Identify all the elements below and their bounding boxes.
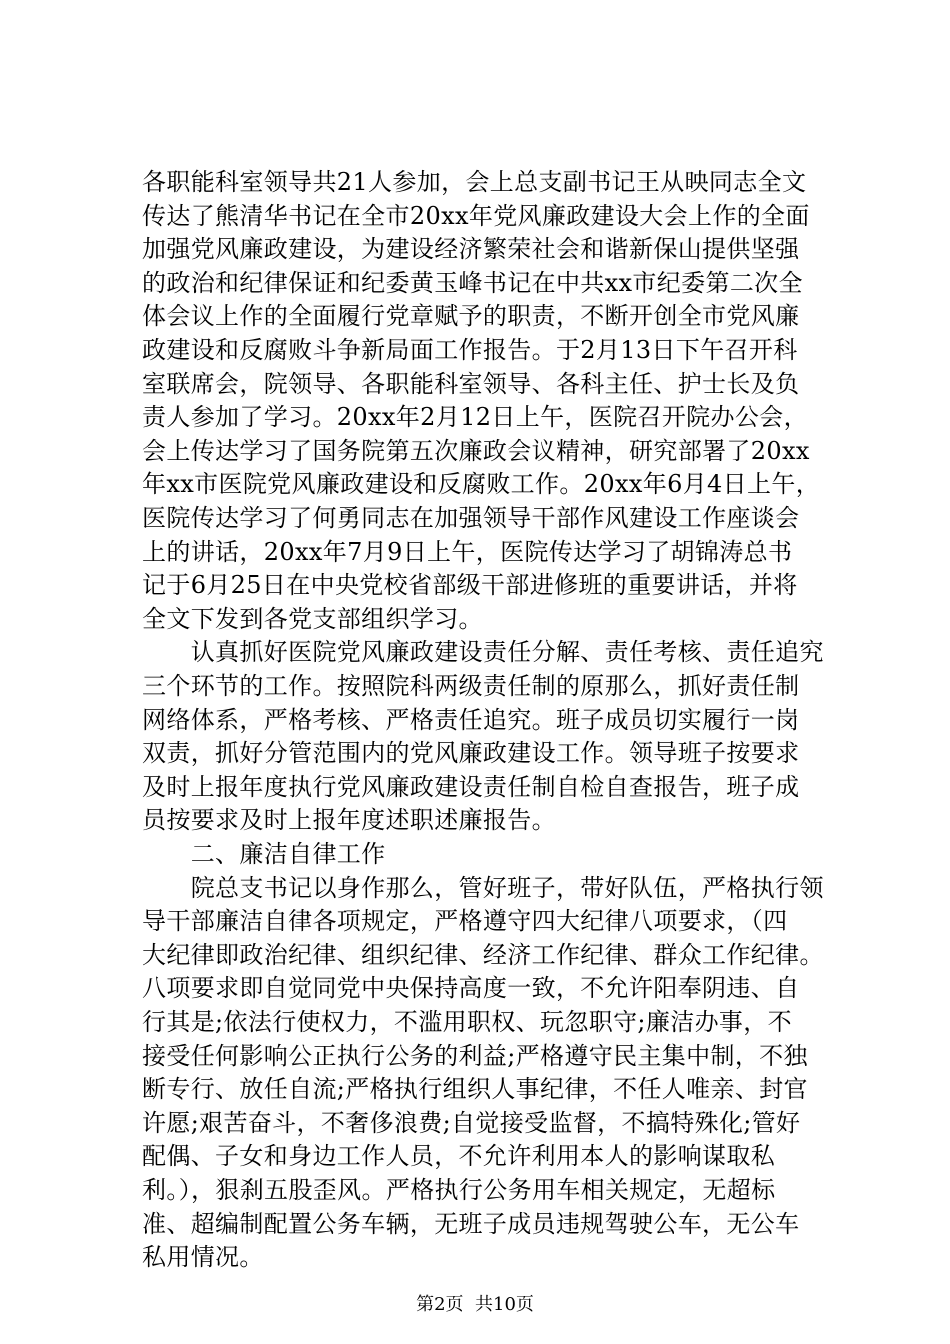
body-line: 及时上报年度执行党风廉政建设责任制自检自查报告，班子成 xyxy=(142,772,800,801)
body-line: 年xx市医院党风廉政建设和反腐败工作。20xx年6月4日上午， xyxy=(142,470,821,499)
body-line: 八项要求即自觉同党中央保持高度一致，不允许阳奉阴违、自 xyxy=(142,974,800,1003)
body-line: 行其是;依法行使权力，不滥用职权、玩忽职守;廉洁办事，不 xyxy=(142,1008,792,1036)
body-line: 大纪律即政治纪律、组织纪律、经济工作纪律、群众工作纪律。 xyxy=(142,940,824,969)
body-line: 配偶、子女和身边工作人员，不允许利用本人的影响谋取私 xyxy=(142,1142,776,1171)
body-line: 体会议上作的全面履行党章赋予的职责，不断开创全市党风廉 xyxy=(142,302,800,331)
page-total: 共10页 xyxy=(475,1294,534,1315)
body-line: 员按要求及时上报年度述职述廉报告。 xyxy=(142,806,556,835)
body-line: 记于6月25日在中央党校省部级干部进修班的重要讲话，并将 xyxy=(142,571,798,600)
body-line: 全文下发到各党支部组织学习。 xyxy=(142,604,483,633)
body-line: 双责，抓好分管范围内的党风廉政建设工作。领导班子按要求 xyxy=(142,739,800,768)
body-line: 三个环节的工作。按照院科两级责任制的原那么，抓好责任制 xyxy=(142,672,800,700)
page-footer xyxy=(0,1293,950,1317)
body-line: 加强党风廉政建设，为建设经济繁荣社会和谐新保山提供坚强 xyxy=(142,235,800,264)
body-line: 责人参加了学习。20xx年2月12日上午，医院召开院办公会， xyxy=(142,403,808,432)
body-line: 的政治和纪律保证和纪委黄玉峰书记在中共xx市纪委第二次全 xyxy=(142,268,803,297)
body-line: 网络体系，严格考核、严格责任追究。班子成员切实履行一岗 xyxy=(142,705,800,734)
body-line: 断专行、放任自流;严格执行组织人事纪律，不任人唯亲、封官 xyxy=(142,1075,808,1104)
body-line: 导干部廉洁自律各项规定，严格遵守四大纪律八项要求，（四 xyxy=(142,907,788,936)
body-line: 私用情况。 xyxy=(142,1243,264,1272)
body-line: 准、超编制配置公务车辆，无班子成员违规驾驶公车，无公车 xyxy=(142,1209,800,1238)
body-line: 各职能科室领导共21人参加，会上总支副书记王从映同志全文 xyxy=(142,168,807,196)
body-line: 利。），狠刹五股歪风。严格执行公务用车相关规定，无超标 xyxy=(142,1176,776,1204)
body-line: 上的讲话，20xx年7月9日上午，医院传达学习了胡锦涛总书 xyxy=(142,537,793,566)
body-line: 传达了熊清华书记在全市20xx年党风廉政建设大会上作的全面 xyxy=(142,201,810,230)
body-line: 室联席会，院领导、各职能科室领导、各科主任、护士长及负 xyxy=(142,369,800,398)
body-line: 医院传达学习了何勇同志在加强领导干部作风建设工作座谈会 xyxy=(142,504,800,532)
page-number: 第2页 xyxy=(416,1294,464,1315)
body-line: 接受任何影响公正执行公务的利益;严格遵守民主集中制，不独 xyxy=(142,1041,808,1070)
section-heading: 二、廉洁自律工作 xyxy=(142,840,386,868)
body-line: 院总支书记以身作那么，管好班子，带好队伍，严格执行领 xyxy=(142,873,824,902)
body-line: 政建设和反腐败斗争新局面工作报告。于2月13日下午召开科 xyxy=(142,336,798,364)
body-line: 认真抓好医院党风廉政建设责任分解、责任考核、责任追究 xyxy=(142,638,824,667)
body-line: 许愿;艰苦奋斗，不奢侈浪费;自觉接受监督，不搞特殊化;管好 xyxy=(142,1108,801,1137)
body-line: 会上传达学习了国务院第五次廉政会议精神，研究部署了20xx xyxy=(142,436,810,465)
